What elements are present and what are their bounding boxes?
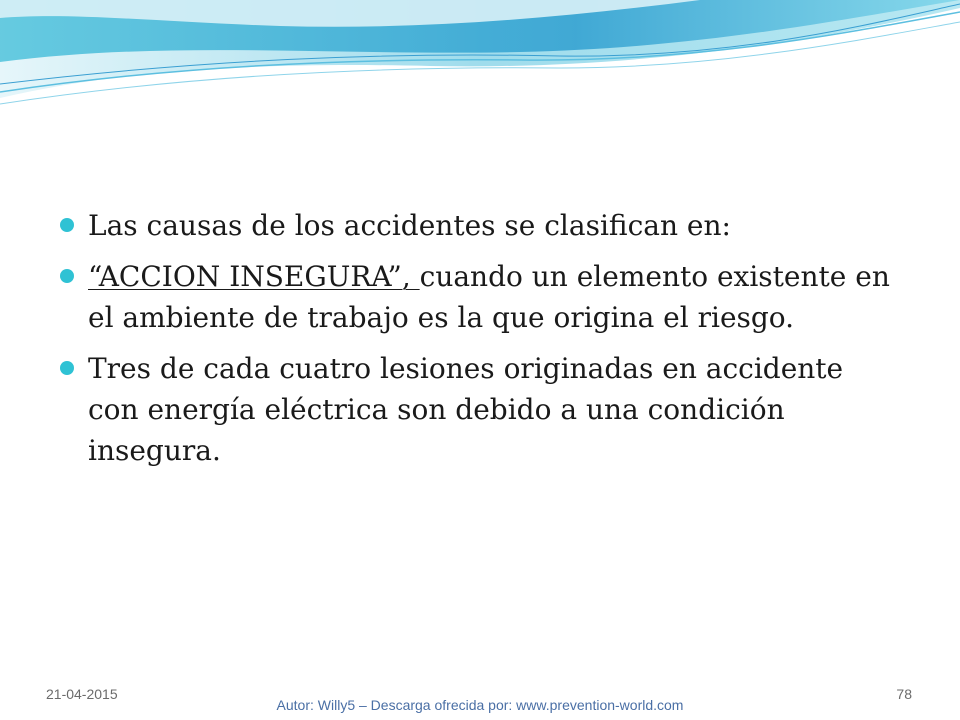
bullet-item xyxy=(60,256,890,338)
bullet-underlined-term: “ACCION INSEGURA”, xyxy=(88,260,420,293)
header-wave-decoration xyxy=(0,0,960,110)
bullet-dot-icon xyxy=(60,269,74,283)
bullet-item xyxy=(60,205,890,246)
bullet-item xyxy=(60,348,890,471)
footer-credit: Autor: Willy5 – Descarga ofrecida por: www.prevention-world.com xyxy=(276,697,684,713)
bullet-text: Tres de cada cuatro lesiones originadas en accidente con energía eléctrica son debido a una condición insegura. xyxy=(88,352,844,467)
bullet-list xyxy=(60,205,890,471)
slide-body xyxy=(60,205,890,481)
bullet-text: Las causas de los accidentes se clasifican en: xyxy=(88,209,731,242)
bullet-dot-icon xyxy=(60,361,74,375)
bullet-dot-icon xyxy=(60,218,74,232)
page-number: 78 xyxy=(896,686,912,702)
footer-date: 21-04-2015 xyxy=(46,686,118,702)
bullet-text: cuando un elemento existente en el ambiente de trabajo es la que origina el riesgo. xyxy=(88,260,890,334)
